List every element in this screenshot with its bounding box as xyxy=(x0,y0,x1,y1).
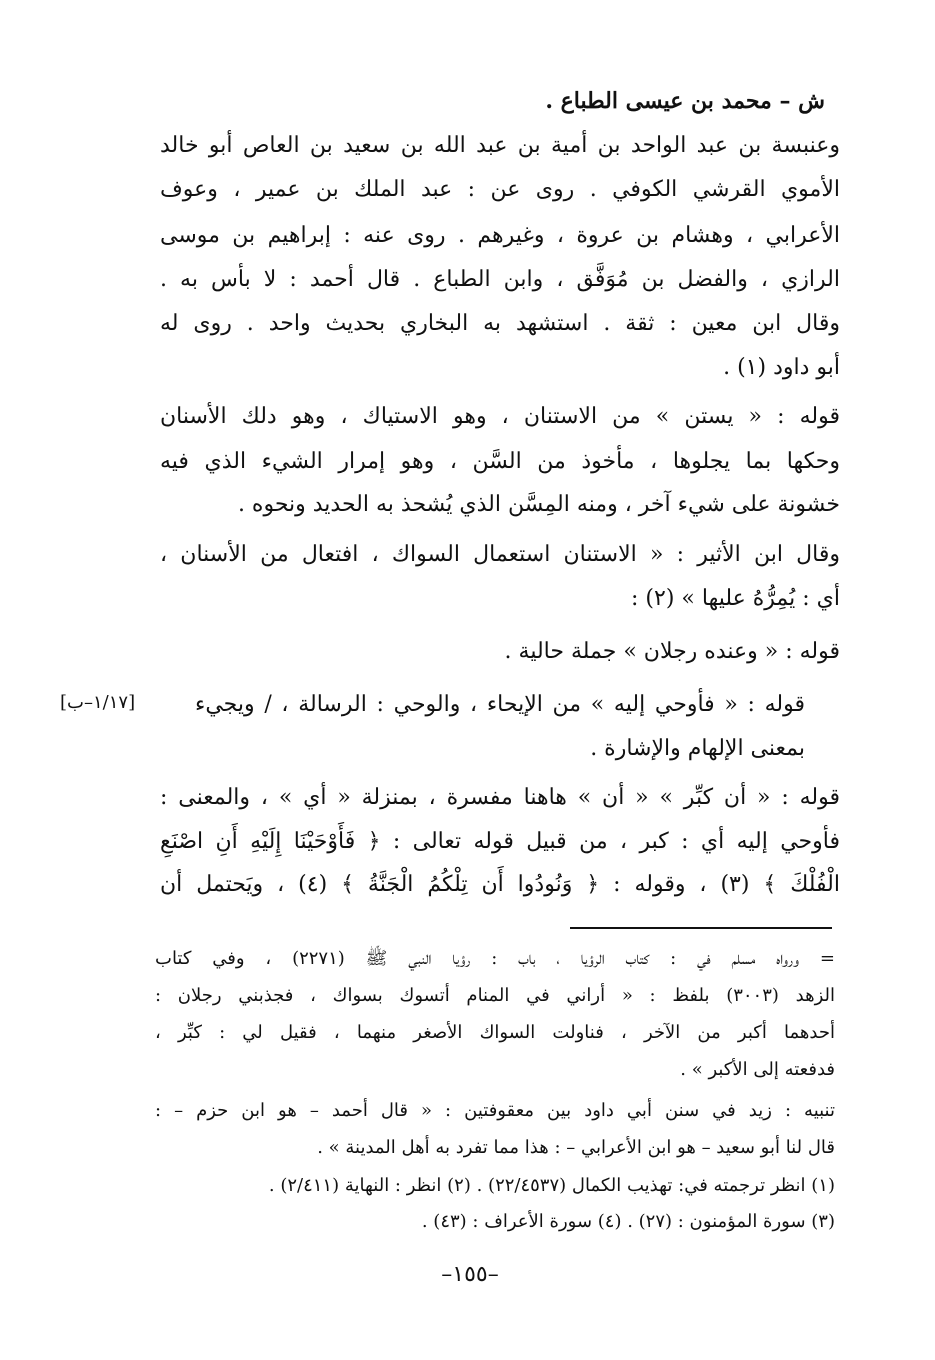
footnote-line: (١) انظر ترجمته في: تهذيب الكمال (٢٢/٤٥٣٧) . (٢) انظر : النهاية (٢/٤١١) . xyxy=(268,1175,835,1196)
text-line: خشونة على شيء آخر ، ومنه المِسَّن الذي يُشحذ به الحديد ونحوه . xyxy=(237,492,840,517)
footnote-line: (٣) سورة المؤمنون : (٢٧) . (٤) سورة الأعراف : (٤٣) . xyxy=(421,1211,835,1232)
text-line: قوله : « فأوحي إليه » من الإيحاء ، والوحي : الرسالة ، / ويجيء xyxy=(195,692,805,717)
text-line: وحكها بما يجلوها ، مأخوذ من السَّن ، وهو إمرار الشيء الذي فيه xyxy=(160,449,840,474)
text-line: ش – محمد بن عيسى الطباع . xyxy=(545,88,825,114)
page-number: –١٥٥– xyxy=(441,1262,499,1287)
text-line: أبو داود (١) . xyxy=(723,355,840,380)
text-line: الأعرابي ، وهشام بن عروة ، وغيرهم . روى عنه : إبراهيم بن موسى xyxy=(160,223,841,248)
text-line: وعنبسة بن عبد الواحد بن أمية بن عبد الله بن سعيد بن العاص أبو خالد xyxy=(160,133,840,158)
text-line: قوله : « أن كبِّر » « أن » هاهنا مفسرة ، بمنزلة « أي » ، والمعنى : xyxy=(160,785,840,810)
footnote-line: = ورواه مسلم في : كتاب الرؤيا ، باب : رؤيا النبي ﷺ (٢٢٧١) ، وفي كتاب xyxy=(155,948,835,969)
footnote-line: أحدهما أكبر من الآخر ، فناولت السواك الأصغر منهما ، فقيل لي : كبِّر ، xyxy=(155,1022,835,1043)
footnote-line: الزهد (٣٠٠٣) بلفظ : « أراني في المنام أتسوك بسواك ، فجذبني رجلان : xyxy=(155,985,835,1006)
text-line: وقال ابن معين : ثقة . استشهد به البخاري بحديث واحد . روى له xyxy=(160,311,840,336)
text-line: الرازي ، والفضل بن مُوَفَّق ، وابن الطباع . قال أحمد : لا بأس به . xyxy=(160,267,840,292)
margin-marker: [١/١٧–ب] xyxy=(60,692,136,713)
text-line: فأوحي إليه أي : كبر ، من قبيل قوله تعالى : ﴿ فَأَوْحَيْنَا إِلَيْهِ أَنِ اصْنَعِ xyxy=(160,829,840,854)
text-line: قوله : « وعنده رجلان » جملة حالية . xyxy=(504,639,840,664)
footnote-separator xyxy=(570,927,832,929)
footnote-line: تنبيه : زيد في سنن أبي داود بين معقوفتين : « قال أحمد – هو ابن حزم – : xyxy=(155,1100,835,1121)
footnote-line: قال لنا أبو سعيد – هو ابن الأعرابي – : هذا مما تفرد به أهل المدينة » . xyxy=(317,1137,835,1158)
text-line: أي : يُمِرُّهُ عليها » (٢) : xyxy=(631,586,840,611)
text-line: وقال ابن الأثير : « الاستنان استعمال السواك ، افتعال من الأسنان ، xyxy=(160,542,840,567)
footnote-line: فدفعته إلى الأكبر » . xyxy=(680,1059,835,1080)
text-line: قوله : « يستن » من الاستنان ، وهو الاستياك ، وهو دلك الأسنان xyxy=(160,404,840,429)
text-line: الْفُلْكَ ﴾ (٣) ، وقوله : ﴿ وَنُودُوا أَن تِلْكُمُ الْجَنَّةُ ﴾ (٤) ، ويَحتمل أن xyxy=(160,872,840,897)
text-line: الأموي القرشي الكوفي . روى عن : عبد الملك بن عمير ، وعوف xyxy=(160,177,840,202)
text-line: بمعنى الإلهام والإشارة . xyxy=(590,736,805,761)
